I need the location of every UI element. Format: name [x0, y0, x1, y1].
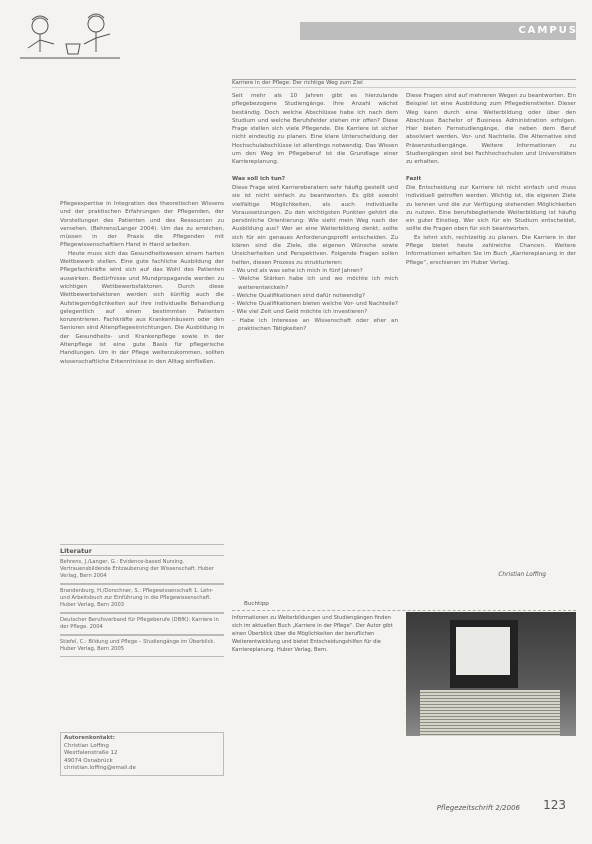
hint-box-text: Informationen zu Weiterbildungen und Studiengängen finden sich im aktuellen Buch „Karriere in der Pflege“. Der Autor gibt einen Überblick über die Möglichkeiten der beruflichen Weiterentwicklung und bietet Entscheidungshilfen für die Karriereplanung. Huber Verlag, Bern. — [232, 615, 393, 653]
list-item: – Welche Qualifikationen sind dafür notwendig? — [232, 292, 398, 300]
address-line: Westfalenstraße 12 — [64, 750, 118, 756]
kicker-rule-bottom — [232, 87, 576, 88]
literature-section — [60, 544, 224, 657]
literature-item: Behrens, J./Langer, G.: Evidence-based Nursing. Vertrauensbildende Entzauberung der Wissenschaft. Huber Verlag, Bern 2004 — [60, 555, 224, 584]
sketch-illustration-icon — [10, 8, 130, 68]
author-contact-box — [60, 732, 224, 776]
intro-paragraph: Seit mehr als 10 Jahren gibt es hierzulande pflegebezogene Studiengänge. Ihre Anzahl wächst beständig. Doch welche Abschlüsse habe ich nach dem Studium und welche Berufsfelder stehen mir offen? Diese Frage stellen sich viele Pflegende. Die Karriere ist sicher nicht eindeutig zu planen. Eine klare Unterscheidung der Hochschulabschlüsse ist allerdings notwendig. Das Wissen um den Weg im Pflegeberuf ist die Grundlage einer Karriereplanung. — [232, 93, 398, 166]
list-item: – Habe ich Interesse an Wissenschaft oder eher an praktischen Tätigkeiten? — [232, 317, 398, 334]
list-item: – Wo und als was sehe ich mich in fünf Jahren? — [232, 267, 398, 275]
list-item: – Welche Stärken habe ich und wo möchte ich mich weiterentwickeln? — [232, 275, 398, 292]
paragraph: Die Entscheidung zur Karriere ist nicht einfach und muss individuell getroffen werden. Wichtig ist, die eigenen Ziele zu kennen und die zur Verfügung stehenden Möglichkeiten zu nutzen. Eine berufsbegleitende Weiterbildung ist häufig ein guter Einstieg. Wer sich für ein Studium entscheidet, sollte die Fragen oben für sich beantworten. — [406, 184, 576, 233]
address-line: 49074 Osnabrück — [64, 757, 113, 764]
hint-box-title: Buchtipp — [240, 601, 273, 607]
left-column — [60, 200, 224, 366]
paragraph: Heute muss sich das Gesundheitswesen einem harten Wettbewerb stellen. Eine gute fachliche Ausbildung der Pflegefachkräfte wird sich auf das Wohl des Patienten auswirken. Bedürfnisse und Mundpropaganda werden zu wichtigen Wettbewerbsfaktoren. Durch diese Wettbewerbsfaktoren werden sich künftig auch die Aufstiegsmöglichkeiten auf ihre individuelle Behandlung gelegentlich auf einen bestimmten Patienten konzentrieren. Fachkräfte aus Krankenhäusern oder den Senioren sind Altenpflegeeinrichtungen. Die Ausbildung in der Gesundheits- und Krankenpflege sowie in der Altenpflege ist eine gute Basis für pflegerische Handlungen. Um in der Pflege weiterzukommen, sollten wissenschaftliche Erkenntnisse in den Alltag einfließen. — [60, 250, 224, 365]
question-list — [232, 267, 398, 333]
paragraph: Diese Fragen sind auf mehreren Wegen zu beantworten. Ein Beispiel ist eine Ausbildung zum Pflegedienstleiter. Dieser Weg kann durch eine Weiterbildung oder über den Abschluss Bachelor of Business Administration erfolgen. Hier bieten Fernstudiengänge, die neben dem Beruf absolviert werden, Vor- und Nachteile. Die Alternative sind Präsenzstudiengänge. Weitere Informationen zu Studiengängen sind bei Fachhochschulen und Universitäten zu erhalten. — [406, 93, 576, 166]
monitor-screen — [456, 627, 510, 675]
page-number: 123 — [543, 798, 566, 812]
section-heading: Fazit — [406, 175, 422, 182]
list-item: – Welche Qualifikationen bieten welche Vor- und Nachteile? — [232, 300, 398, 308]
paragraph: Es lohnt sich, rechtzeitig zu planen. Die Karriere in der Pflege bietet heute zahlreiche Chancen. Weitere Informationen erhalten Sie im Buch „Karriereplanung in der Pflege“, erschienen im Huber Verlag. — [406, 234, 576, 266]
list-item: – Wie viel Zeit und Geld möchte ich investieren? — [232, 308, 398, 316]
hint-box-rule — [232, 604, 576, 611]
paper-stack — [420, 690, 560, 736]
section-heading: Was soll ich tun? — [232, 175, 286, 182]
journal-footer: Pflegezeitschrift 2/2006 — [436, 804, 520, 812]
author-signature: Christian Loffing — [498, 572, 546, 578]
address-line: Christian Loffing — [64, 742, 109, 749]
literature-item: Stiefel, C.: Bildung und Pflege – Studiengänge im Überblick. Huber Verlag, Bern 2005 — [60, 635, 224, 657]
paragraph: Diese Frage wird Karriereberatern sehr häufig gestellt und sie ist nicht einfach zu beantworten. Es gibt sowohl vielfältige Möglichkeiten, als auch individuelle Voraussetzungen. Zu den wichtigsten Punkten gehört die persönliche Orientierung: Wie sieht mein Weg nach der Ausbildung aus? Wer an eine Weiterbildung denkt, sollte sich für ein genaues Anforderungsprofil entscheiden. Zu klären sind die Ziele, die eigenen Wünsche sowie Unsicherheiten und Perspektiven. Folgende Fragen sollen helfen, diesen Prozess zu strukturieren: — [232, 184, 398, 266]
literature-title: Literatur — [60, 544, 224, 555]
article-kicker: Karriere in der Pflege: Der richtige Weg zum Ziel — [232, 80, 363, 86]
literature-item: Deutscher Berufsverband für Pflegeberufe (DBfK): Karriere in der Pflege. 2004 — [60, 613, 224, 635]
paragraph: Pflegeexpertise in Integration des theoretischen Wissens und der praktischen Erfahrungen der Pflegenden, der Vorstellungen des Patienten und des Ressourcen zu versehen. (Behrens/Langer 2004). Um das zu erreichen, müssen in der Praxis die Pflegenden mit Pflegewissenschaftlern Hand in Hand arbeiten. — [60, 201, 224, 249]
middle-column — [232, 92, 398, 333]
address-title: Autorenkontakt: — [64, 735, 115, 741]
section-label: CAMPUS — [518, 25, 578, 36]
right-column — [406, 92, 576, 267]
literature-item: Brandenburg, H./Dorschner, S.: Pflegewissenschaft 1. Lehr- und Arbeitsbuch zur Einführung in die Pflegewissenschaft. Huber Verlag, Bern 2003 — [60, 584, 224, 613]
address-line: christian.loffing@email.de — [64, 765, 136, 771]
